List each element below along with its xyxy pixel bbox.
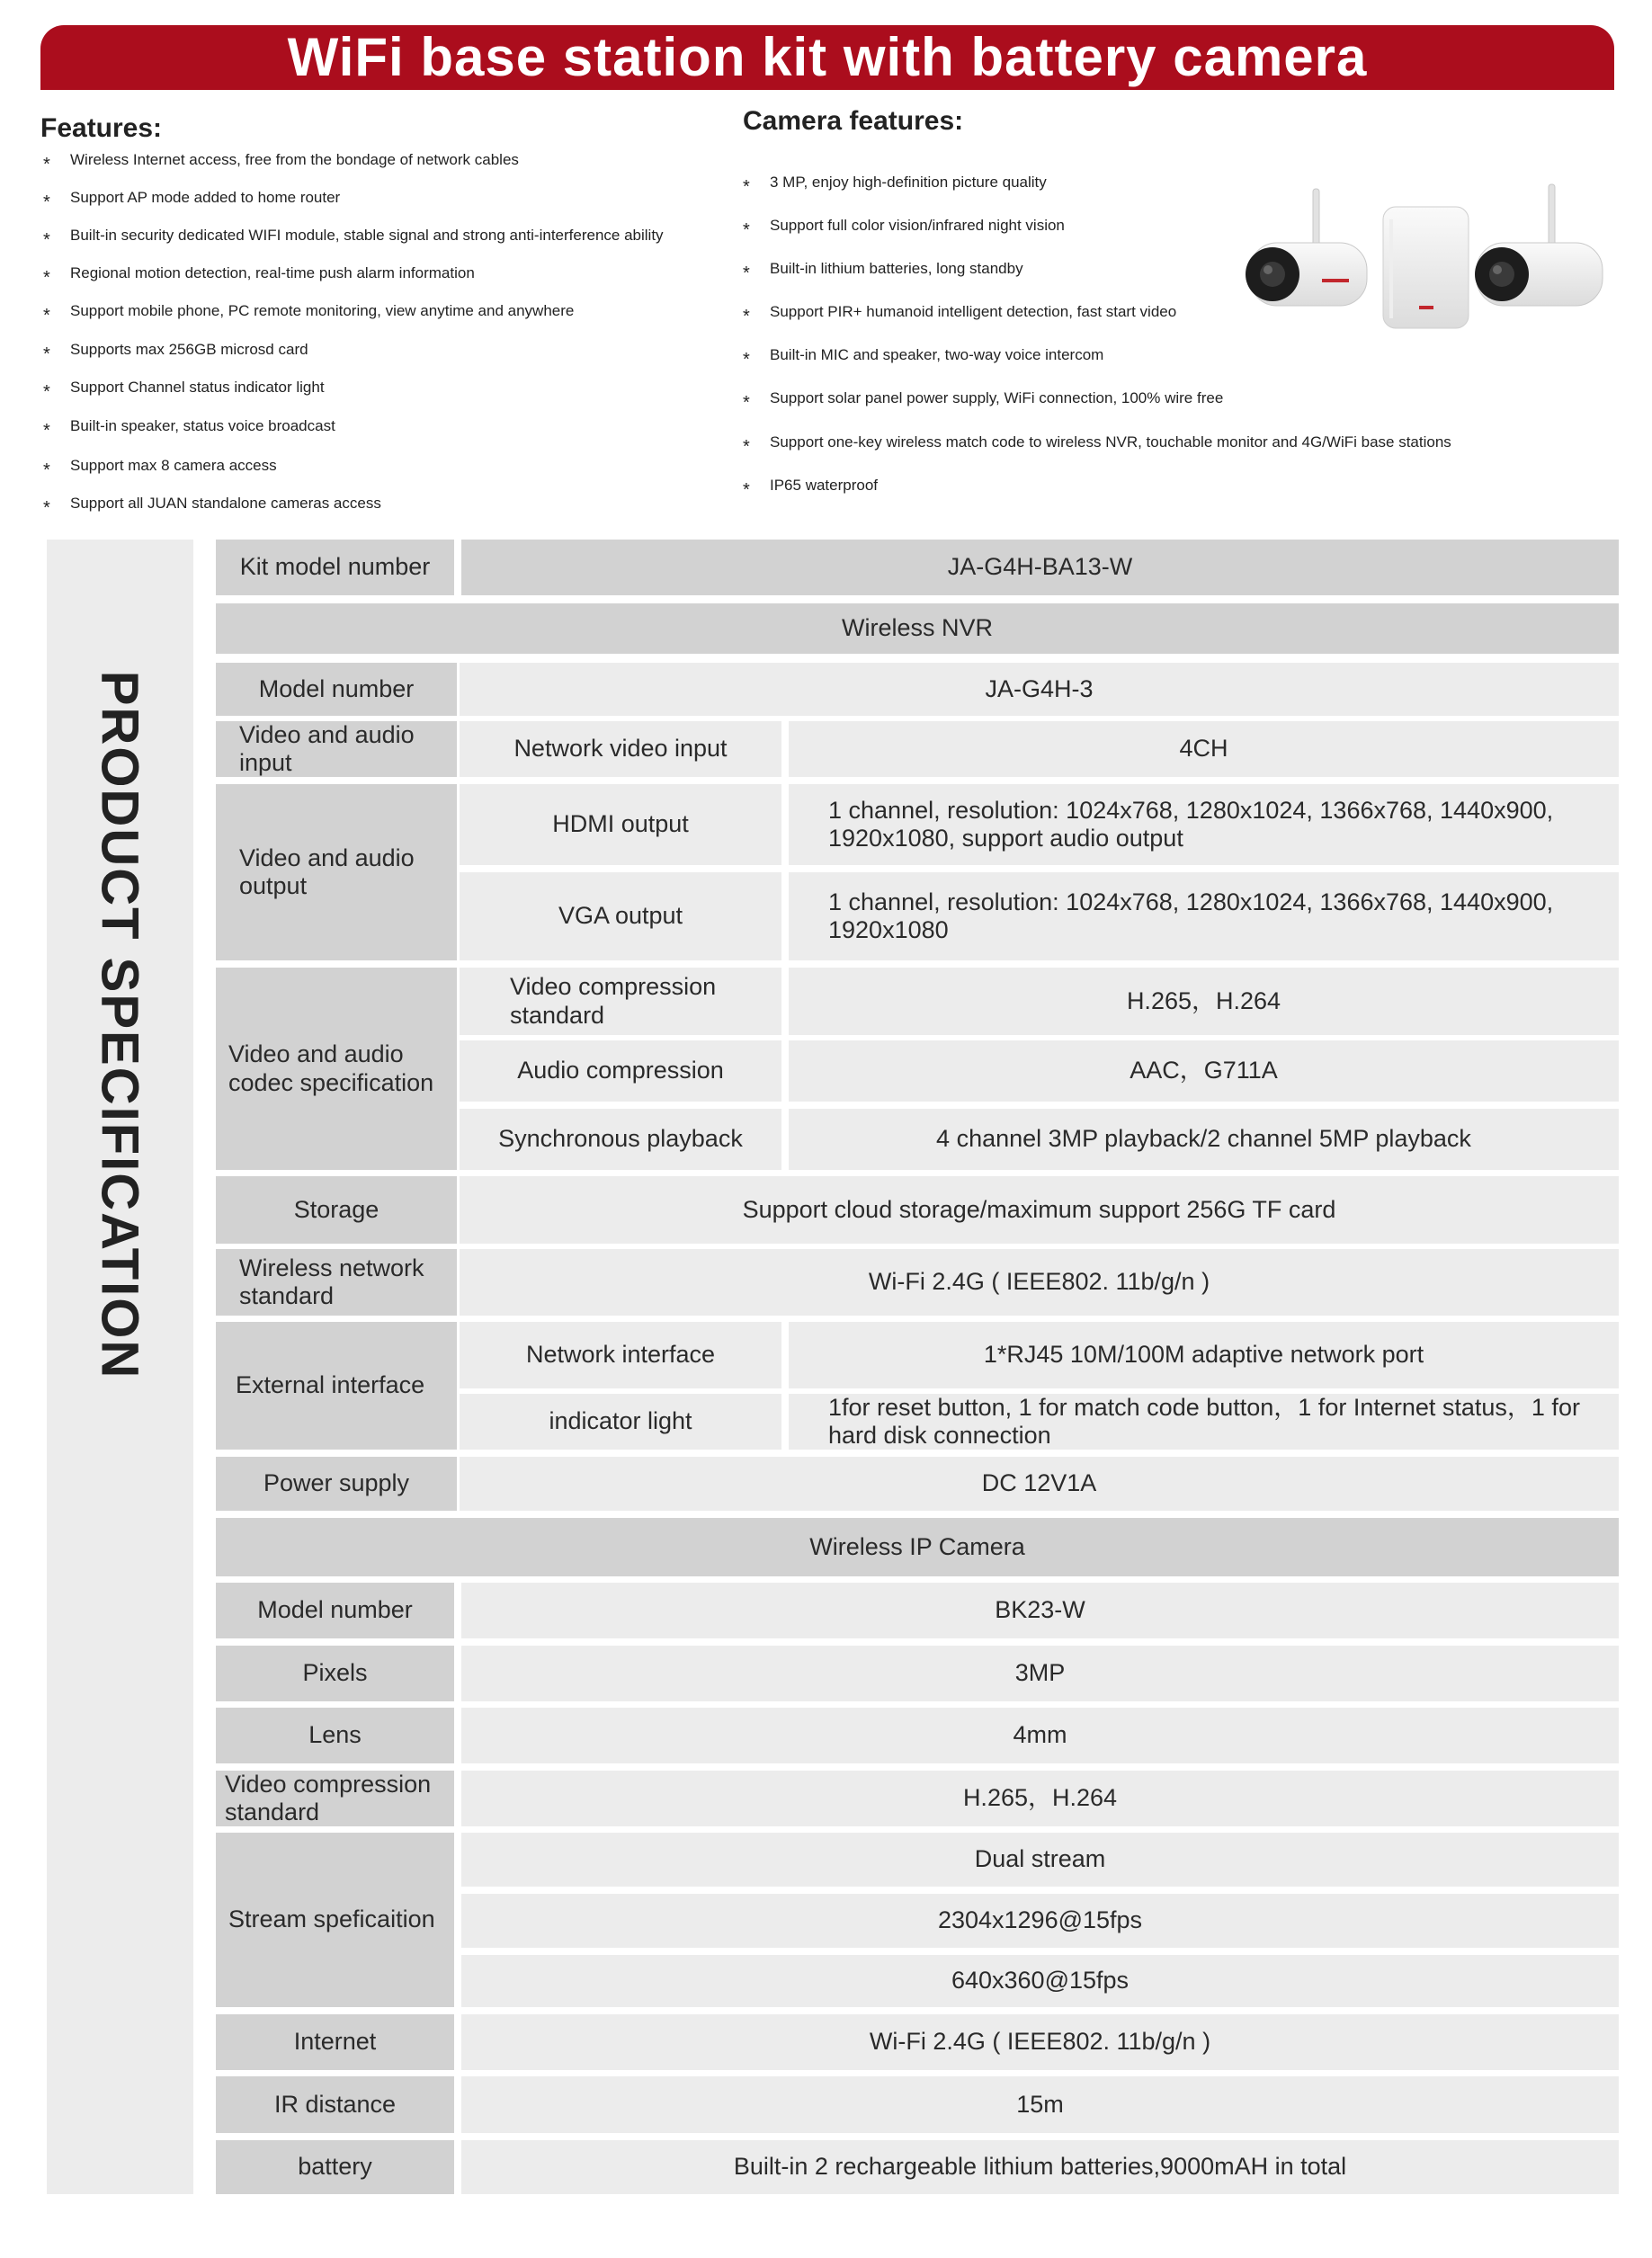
- video-comp-label: Video compression standard: [460, 968, 781, 1035]
- bullet-star-icon: *: [743, 177, 750, 197]
- camera-features-heading: Camera features:: [743, 106, 964, 136]
- stream-value: 2304x1296@15fps: [461, 1894, 1619, 1948]
- cam-model-value: BK23-W: [461, 1583, 1619, 1638]
- feature-item: * Built-in security dedicated WIFI module, stable signal and strong anti-interference ability: [43, 227, 664, 250]
- features-list: [43, 151, 664, 532]
- cam-model-label: Model number: [216, 1583, 454, 1638]
- bullet-star-icon: *: [743, 263, 750, 283]
- base-station-icon: [1383, 207, 1469, 328]
- network-interface-label: Network interface: [460, 1322, 781, 1388]
- bullet-star-icon: *: [43, 192, 50, 212]
- feature-item: * Support all JUAN standalone cameras access: [43, 495, 381, 518]
- camera-left-icon: [1246, 189, 1367, 306]
- external-interface-label: External interface: [216, 1322, 457, 1450]
- power-supply-label: Power supply: [216, 1457, 457, 1511]
- network-interface-value: 1*RJ45 10M/100M adaptive network port: [789, 1322, 1619, 1388]
- codec-label: Video and audio codec specification: [216, 968, 457, 1170]
- page-title: WiFi base station kit with battery camera: [40, 25, 1614, 90]
- bullet-star-icon: *: [43, 268, 50, 288]
- feature-item: * Regional motion detection, real-time push alarm information: [43, 264, 475, 288]
- vga-value: 1 channel, resolution: 1024x768, 1280x1024, 1366x768, 1440x900, 1920x1080: [789, 872, 1619, 960]
- indicator-light-label: indicator light: [460, 1394, 781, 1450]
- av-input-label: Video and audio input: [216, 721, 457, 777]
- section-wireless-nvr: Wireless NVR: [216, 603, 1619, 654]
- bullet-star-icon: *: [43, 460, 50, 480]
- camera-feature-item: * IP65 waterproof: [743, 477, 879, 500]
- nvr-model-value: JA-G4H-3: [460, 663, 1619, 716]
- side-title: PRODUCT SPECIFICATION: [90, 670, 149, 1380]
- bullet-star-icon: *: [43, 498, 50, 518]
- bullet-star-icon: *: [743, 480, 750, 500]
- bullet-star-icon: *: [43, 421, 50, 441]
- ir-distance-value: 15m: [461, 2076, 1619, 2133]
- lens-value: 4mm: [461, 1708, 1619, 1763]
- camera-feature-item: * Support PIR+ humanoid intelligent detection, fast start video: [743, 303, 1177, 326]
- kit-model-value: JA-G4H-BA13-W: [461, 540, 1619, 595]
- bullet-star-icon: *: [743, 220, 750, 240]
- bullet-star-icon: *: [43, 230, 50, 250]
- feature-item: * Wireless Internet access, free from the bondage of network cables: [43, 151, 519, 174]
- product-image: [1232, 180, 1619, 342]
- power-supply-value: DC 12V1A: [460, 1457, 1619, 1511]
- lens-label: Lens: [216, 1708, 454, 1763]
- camera-feature-item: * 3 MP, enjoy high-definition picture quality: [743, 174, 1047, 197]
- bullet-star-icon: *: [743, 307, 750, 326]
- bullet-star-icon: *: [43, 155, 50, 174]
- feature-item: * Supports max 256GB microsd card: [43, 341, 308, 364]
- net-video-input-value: 4CH: [789, 721, 1619, 777]
- pixels-label: Pixels: [216, 1646, 454, 1701]
- hdmi-value: 1 channel, resolution: 1024x768, 1280x1024, 1366x768, 1440x900, 1920x1080, support audio output: [789, 784, 1619, 865]
- feature-item: * Support AP mode added to home router: [43, 189, 341, 212]
- wireless-standard-label: Wireless network standard: [216, 1249, 457, 1316]
- feature-item: * Support Channel status indicator light: [43, 379, 325, 402]
- vga-label: VGA output: [460, 872, 781, 960]
- ir-distance-label: IR distance: [216, 2076, 454, 2133]
- kit-model-label: Kit model number: [216, 540, 454, 595]
- bullet-star-icon: *: [43, 382, 50, 402]
- pixels-value: 3MP: [461, 1646, 1619, 1701]
- camera-feature-item: * Support solar panel power supply, WiFi connection, 100% wire free: [743, 389, 1224, 413]
- av-output-label: Video and audio output: [216, 784, 457, 960]
- stream-value: Dual stream: [461, 1833, 1619, 1887]
- video-comp-value: H.265，H.264: [789, 968, 1619, 1035]
- stream-value: 640x360@15fps: [461, 1955, 1619, 2007]
- internet-value: Wi-Fi 2.4G ( IEEE802. 11b/g/n ): [461, 2014, 1619, 2070]
- wireless-standard-value: Wi-Fi 2.4G ( IEEE802. 11b/g/n ): [460, 1249, 1619, 1316]
- storage-label: Storage: [216, 1176, 457, 1244]
- hdmi-label: HDMI output: [460, 784, 781, 865]
- bullet-star-icon: *: [43, 344, 50, 364]
- bullet-star-icon: *: [743, 393, 750, 413]
- cam-vcomp-label: Video compression standard: [216, 1771, 454, 1826]
- features-heading: Features:: [40, 113, 163, 143]
- sync-playback-value: 4 channel 3MP playback/2 channel 5MP playback: [789, 1109, 1619, 1170]
- feature-item: * Support max 8 camera access: [43, 457, 277, 480]
- camera-feature-item: * Built-in MIC and speaker, two-way voice intercom: [743, 346, 1104, 370]
- section-wireless-ip-camera: Wireless IP Camera: [216, 1518, 1619, 1576]
- stream-spec-label: Stream speficaition: [216, 1833, 454, 2007]
- camera-feature-item: * Support one-key wireless match code to wireless NVR, touchable monitor and 4G/WiFi base stations: [743, 433, 1451, 457]
- camera-feature-item: * Support full color vision/infrared night vision: [743, 217, 1065, 240]
- internet-label: Internet: [216, 2014, 454, 2070]
- feature-item: * Built-in speaker, status voice broadcast: [43, 417, 335, 441]
- bullet-star-icon: *: [43, 306, 50, 326]
- nvr-model-label: Model number: [216, 663, 457, 716]
- bullet-star-icon: *: [743, 437, 750, 457]
- feature-item: * Support mobile phone, PC remote monitoring, view anytime and anywhere: [43, 302, 575, 326]
- storage-value: Support cloud storage/maximum support 256G TF card: [460, 1176, 1619, 1244]
- camera-right-icon: [1475, 184, 1603, 306]
- audio-comp-label: Audio compression: [460, 1040, 781, 1102]
- battery-label: battery: [216, 2140, 454, 2194]
- sync-playback-label: Synchronous playback: [460, 1109, 781, 1170]
- cam-vcomp-value: H.265，H.264: [461, 1771, 1619, 1826]
- audio-comp-value: AAC，G711A: [789, 1040, 1619, 1102]
- indicator-light-value: 1for reset button, 1 for match code button，1 for Internet status，1 for hard disk connection: [789, 1394, 1619, 1450]
- net-video-input-label: Network video input: [460, 721, 781, 777]
- camera-feature-item: * Built-in lithium batteries, long standby: [743, 260, 1023, 283]
- battery-value: Built-in 2 rechargeable lithium batteries,9000mAH in total: [461, 2140, 1619, 2194]
- bullet-star-icon: *: [743, 350, 750, 370]
